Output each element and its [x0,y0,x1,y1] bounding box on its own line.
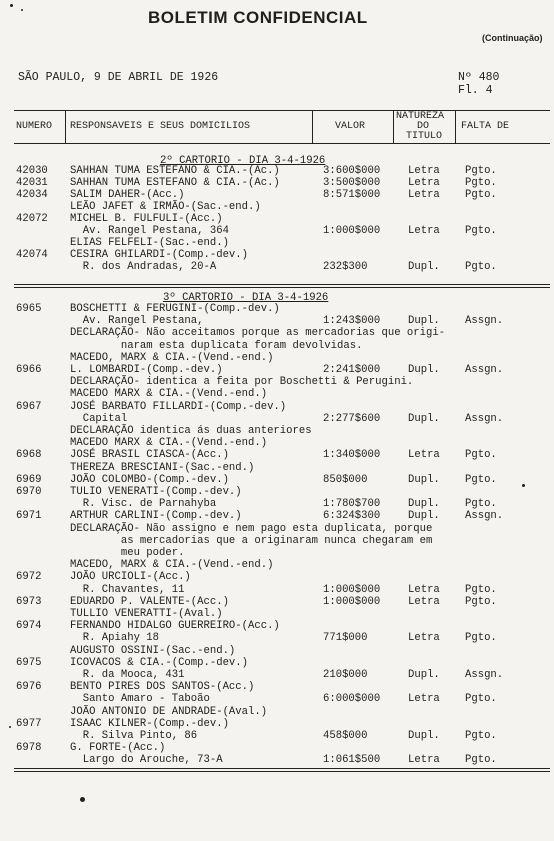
entry-text: as mercadorias que a originaram nunca chegaram em [70,534,433,547]
entry-nature: Letra [408,754,440,767]
entry-nature: Letra [408,583,440,596]
entry-nature: Dupl. [408,315,440,328]
entry-number: 6965 [16,303,42,315]
entry-number: 42072 [16,213,48,225]
entry-text: JOSÉ BARBATO FILLARDI-(Comp.-dev.) [70,400,287,413]
entry-nature: Letra [408,632,440,645]
entry-text: SAHHAN TUMA ESTEFANO & CIA.-(Ac.) [70,177,280,189]
entry-nature: Dupl. [408,510,440,523]
entry-fault: Pgto. [465,693,497,706]
entry-text: JOSÉ BRASIL CIASCA-(Acc.) [70,449,229,462]
entry-value: 210$000 [323,669,368,681]
entry-text: MICHEL B. FULFULI-(Acc.) [70,213,223,225]
entry-nature: Letra [408,449,440,462]
entry-nature: Dupl. [408,730,440,742]
entry-number: 6968 [16,449,42,462]
entry-text: Largo do Arouche, 73-A [70,754,223,767]
entry-text: DECLARAÇÃO identica ás duas anteriores [70,425,312,437]
divider [14,768,550,769]
section-heading: 2º CARTORIO - DIA 3-4-1926 [160,155,326,167]
entry-text: ICOVACOS & CIA.-(Comp.-dev.) [70,656,249,669]
entry-text: THEREZA BRESCIANI-(Sac.-end.) [70,461,255,474]
entry-nature: Dupl. [408,473,440,486]
entry-value: 1:000$000 [323,225,381,237]
entry-fault: Pgto. [465,449,497,462]
entry-number: 42074 [16,249,48,261]
entry-nature: Letra [408,595,440,608]
entry-fault: Assgn. [465,315,504,328]
entry-fault: Pgto. [465,730,497,742]
entry-fault: Pgto. [465,189,497,201]
entry-text: BOSCHETTI & FERUGINI-(Comp.-dev.) [70,303,280,315]
entry-value: 232$300 [323,261,368,273]
entry-number: 6973 [16,595,42,608]
entry-number: 6970 [16,486,42,498]
entry-number: 42030 [16,165,48,177]
entry-fault: Pgto. [465,165,497,177]
document-title: BOLETIM CONFIDENCIAL [148,8,368,27]
entry-text: JOÃO ANTONIO DE ANDRADE-(Aval.) [70,705,268,718]
entry-value: 458$000 [323,730,368,742]
entry-number: 6971 [16,510,42,523]
entry-value: 771$000 [323,632,368,645]
entry-number: 6975 [16,656,42,669]
entry-text: ELIAS FELFELI-(Sac.-end.) [70,237,229,249]
entry-value: 1:243$000 [323,315,381,328]
entry-nature: Dupl. [408,498,440,511]
entry-number: 6978 [16,742,42,755]
entry-nature: Letra [408,177,440,189]
entry-text: DECLARAÇÃO- Não assigno e nem pago esta duplicata, porque [70,522,433,535]
entry-text: R. da Mooca, 431 [70,669,185,681]
entry-text: MACEDO, MARX & CIA.-(Vend.-end.) [70,559,274,572]
entry-value: 8:571$000 [323,189,381,201]
entry-text: MACEDO MARX & CIA.-(Vend.-end.) [70,437,268,450]
entry-text: JOÃO COLOMBO-(Comp.-dev.) [70,473,229,486]
entry-text: meu poder. [70,547,185,559]
entry-text: TULIO VENERATI-(Comp.-dev.) [70,486,242,498]
entry-text: DECLARAÇÃO- Não acceitamos porque as mercadorias que origi- [70,327,446,340]
entry-fault: Pgto. [465,225,497,237]
entry-fault: Assgn. [465,669,504,681]
entry-fault: Pgto. [465,754,497,767]
col-responsaveis: RESPONSAVEIS E SEUS DOMICILIOS [70,121,251,132]
col-natureza-2: DO [417,121,430,132]
entry-number: 6969 [16,473,42,486]
entry-text: R. Chavantes, 11 [70,583,185,596]
entry-value: 3:500$000 [323,177,381,189]
entry-number: 6966 [16,364,42,376]
divider [14,771,550,772]
section-heading: 3º CARTORIO - DIA 3-4-1926 [163,292,329,304]
entry-fault: Pgto. [465,261,497,273]
ink-mark [522,484,525,487]
divider [14,287,550,288]
ink-mark [9,726,11,728]
entry-text: BENTO PIRES DOS SANTOS-(Acc.) [70,681,255,694]
entry-text: SAHHAN TUMA ESTEFANO & CIA.-(Ac.) [70,165,280,177]
divider [14,284,550,285]
entry-nature: Dupl. [408,364,440,376]
entry-fault: Pgto. [465,177,497,189]
entry-value: 1:780$700 [323,498,381,511]
entry-number: 42031 [16,177,48,189]
entry-text: R. Apiahy 18 [70,632,160,645]
entry-number: 6972 [16,571,42,584]
entry-text: R. dos Andradas, 20-A [70,261,217,273]
sheet-number: Fl. 4 [458,84,493,97]
entry-text: FERNANDO HIDALGO GUERREIRO-(Acc.) [70,620,280,633]
entry-value: 2:241$000 [323,364,381,376]
ink-mark [21,9,23,11]
entry-text: MACEDO, MARX & CIA.-(Vend.-end.) [70,351,274,364]
entry-fault: Assgn. [465,510,504,523]
entry-value: 6:324$300 [323,510,381,523]
entry-text: L. LOMBARDI-(Comp.-dev.) [70,364,223,376]
entry-text: Av. Rangel Pestana, [70,315,204,328]
entry-text: R. Silva Pinto, 86 [70,730,198,742]
entry-text: CESIRA GHILARDI-(Comp.-dev.) [70,249,249,261]
entry-text: Santo Amaro - Taboão [70,693,210,706]
entry-text: SALIM DAHER-(Acc.) [70,189,185,201]
entry-nature: Letra [408,165,440,177]
entry-number: 6974 [16,620,42,633]
entry-value: 3:600$000 [323,165,381,177]
entry-number: 6976 [16,681,42,694]
place-date: SÃO PAULO, 9 DE ABRIL DE 1926 [18,71,219,84]
entry-value: 6:000$000 [323,693,381,706]
bulletin-number: Nº 480 [458,71,500,84]
entry-fault: Pgto. [465,632,497,645]
entry-fault: Assgn. [465,412,504,425]
entry-nature: Dupl. [408,669,440,681]
entry-number: 6967 [16,400,42,413]
entry-value: 1:061$500 [323,754,381,767]
entry-value: 1:000$000 [323,595,381,608]
entry-fault: Pgto. [465,583,497,596]
col-valor: VALOR [335,121,366,132]
col-natureza-1: NATUREZA [396,111,445,122]
entry-number: 6977 [16,717,42,730]
entry-nature: Letra [408,693,440,706]
entry-nature: Letra [408,225,440,237]
entry-nature: Dupl. [408,261,440,273]
entry-text: Capital [70,412,128,425]
entry-fault: Pgto. [465,498,497,511]
entry-text: JOÃO URCIOLI-(Acc.) [70,571,191,584]
entry-value: 1:000$000 [323,583,381,596]
entry-text: G. FORTE-(Acc.) [70,742,166,755]
entry-nature: Letra [408,189,440,201]
entry-text: LEÃO JAFET & IRMÃO-(Sac.-end.) [70,201,261,213]
entry-nature: Dupl. [408,412,440,425]
entry-fault: Pgto. [465,473,497,486]
entry-text: R. Visc. de Parnahyba [70,498,217,511]
punch-hole-mark [80,797,85,802]
col-natureza-3: TITULO [406,131,443,142]
entry-text: TULLIO VENERATTI-(Aval.) [70,608,223,620]
continuation-label: (Continuação) [482,33,543,43]
entry-fault: Pgto. [465,595,497,608]
entry-text: EDUARDO P. VALENTE-(Acc.) [70,595,229,608]
col-falta: FALTA DE [461,121,510,132]
entry-text: Av. Rangel Pestana, 364 [70,225,229,237]
entry-value: 1:340$000 [323,449,381,462]
entry-text: AUGUSTO OSSINI-(Sac.-end.) [70,644,236,657]
col-numero: NUMERO [16,121,53,132]
entry-text: DECLARAÇÃO- identica a feita por Boschetti & Perugini. [70,376,414,389]
entry-value: 850$000 [323,473,368,486]
entry-fault: Assgn. [465,364,504,376]
entry-text: ARTHUR CARLINI-(Comp.-dev.) [70,510,242,523]
ink-mark [10,4,13,7]
entry-value: 2:277$600 [323,412,381,425]
entry-text: naram esta duplicata foram devolvidas. [70,339,363,352]
entry-number: 42034 [16,189,48,201]
entry-text: ISAAC KILNER-(Comp.-dev.) [70,717,229,730]
entry-text: MACEDO MARX & CIA.-(Vend.-end.) [70,388,268,401]
